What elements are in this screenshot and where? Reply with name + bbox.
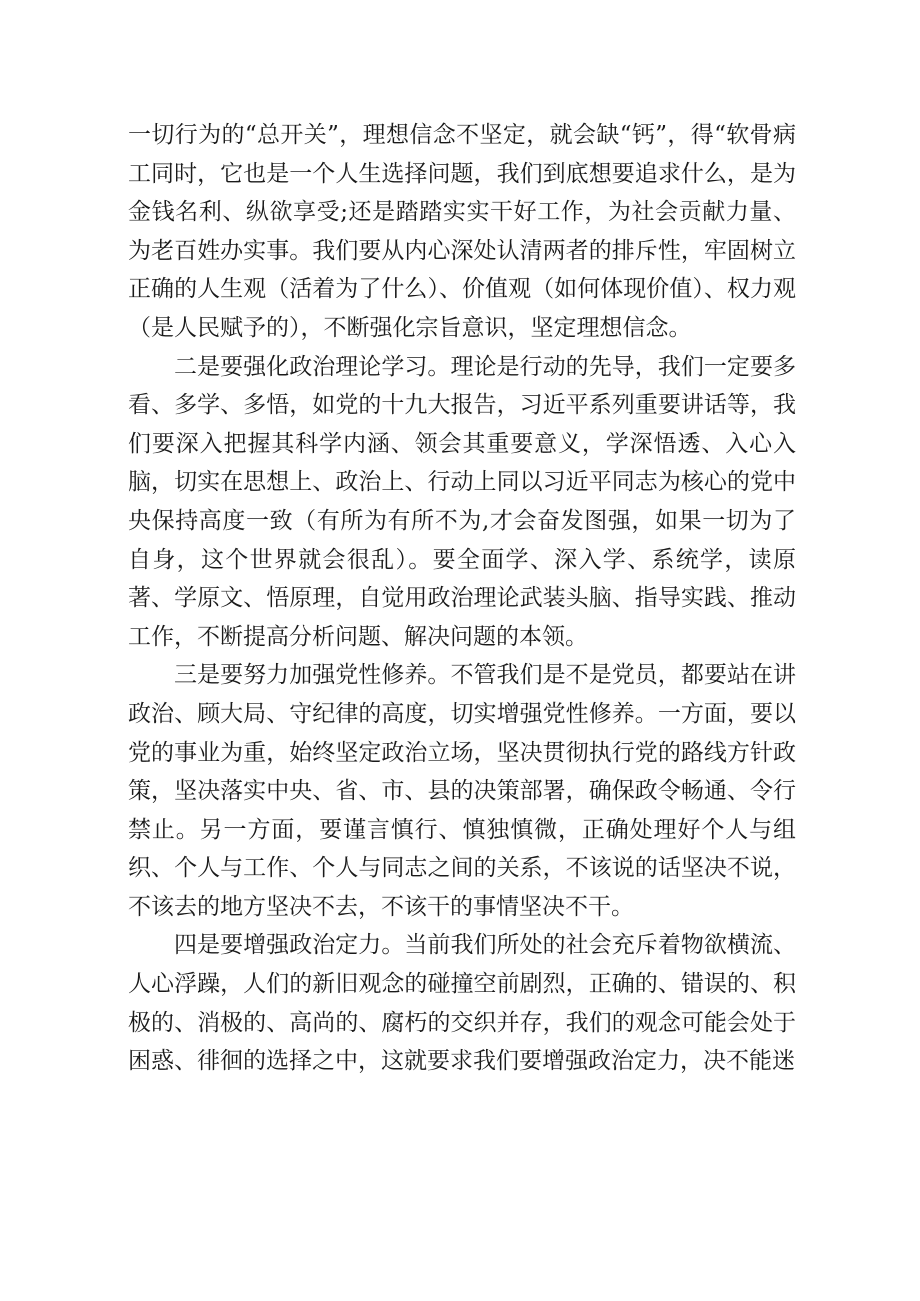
paragraph-political-theory: 二是要强化政治理论学习。理论是行动的先导，我们一定要多看、多学、多悟，如党的十九大报告，习近平系列重要讲话等，我们要深入把握其科学内涵、领会其重要意义，学深悟透、入心入脑，切实在思想上、政治上、行动上同以习近平同志为核心的党中央保持高度一致（有所为有所不为,才会奋发图强，如果一切为了自身，这个世界就会很乱）。要全面学、深入学、系统学，读原著、学原文、悟原理，自觉用政治理论武装头脑、指导实践、推动工作，不断提高分析问题、解决问题的本领。	[128, 353, 796, 650]
paragraph-continuation: 一切行为的“总开关”，理想信念不坚定，就会缺“钙”，得“软骨病工同时，它也是一个人生选择问题，我们到底想要追求什么，是为金钱名利、纵欲享受;还是踏踏实实干好工作，为社会贡献力量、为老百姓办实事。我们要从内心深处认清两者的排斥性，牢固树立正确的人生观（活着为了什么）、价值观（如何体现价值）、权力观（是人民赋予的），不断强化宗旨意识，坚定理想信念。	[128, 122, 796, 341]
paragraph-party-spirit: 三是要努力加强党性修养。不管我们是不是党员，都要站在讲政治、顾大局、守纪律的高度，切实增强党性修养。一方面，要以党的事业为重，始终坚定政治立场，坚决贯彻执行党的路线方针政策，坚决落实中央、省、市、县的决策部署，确保政令畅通、令行禁止。另一方面，要谨言慎行、慎独慎微，正确处理好个人与组织、个人与工作、个人与同志之间的关系，不该说的话坚决不说，不该去的地方坚决不去，不该干的事情坚决不干。	[128, 662, 796, 920]
document-body	[128, 116, 796, 1081]
paragraph-political-resolve: 四是要增强政治定力。当前我们所处的社会充斥着物欲横流、人心浮躁，人们的新旧观念的碰撞空前剧烈，正确的、错误的、积极的、消极的、高尚的、腐朽的交织并存，我们的观念可能会处于困惑、徘徊的选择之中，这就要求我们要增强政治定力，决不能迷	[128, 932, 796, 1075]
